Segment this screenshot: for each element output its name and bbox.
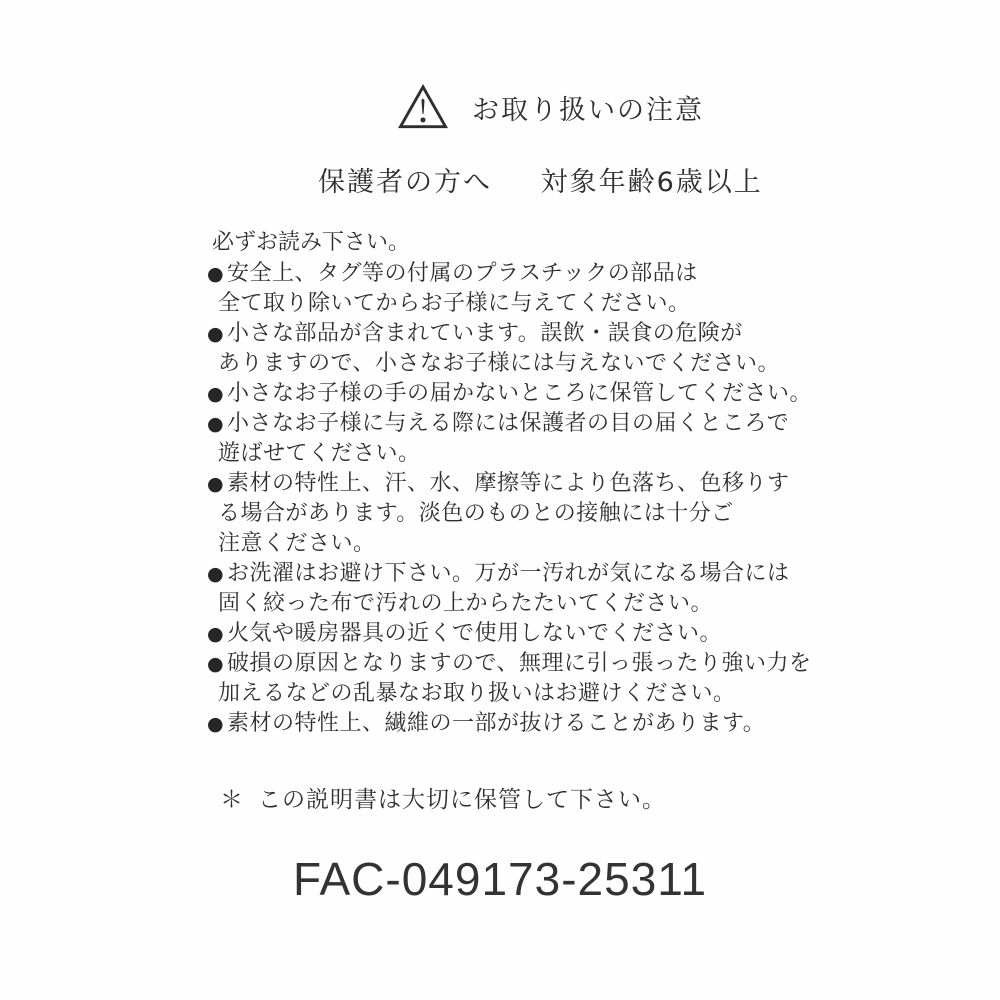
keep-note-text: この説明書は大切に保管して下さい。 (258, 787, 666, 813)
intro-line: 必ずお読み下さい。 (212, 230, 411, 255)
notice-item-text: 小さな部品が含まれています。誤飲・誤食の危険が ありますので、小さなお子様には与えないでください。 (218, 321, 781, 376)
notice-item-text: 安全上、タグ等の付属のプラスチックの部品は 全て取り除いてからお子様に与えてください。 (218, 261, 698, 316)
notice-item-text: 破損の原因となりますので、無理に引っ張ったり強い力を 加えるなどの乱暴なお取り扱いはお避けください。 (218, 651, 812, 706)
notice-item-text: 素材の特性上、汗、水、摩擦等により色落ち、色移りす る場合があります。淡色のものとの接触には十分ご 注意ください。 (218, 471, 790, 556)
notice-list (207, 259, 847, 739)
warning-triangle-icon (398, 84, 448, 130)
warning-title: お取り扱いの注意 (472, 94, 704, 126)
notice-item (207, 619, 847, 649)
notice-item (207, 259, 847, 319)
bullet-icon: ● (207, 563, 224, 585)
warning-header (398, 84, 704, 130)
keep-note (220, 781, 666, 814)
bullet-icon: ● (207, 383, 224, 405)
audience-label: 保護者の方へ (318, 167, 492, 198)
notice-item-text: お洗濯はお避け下さい。万が一汚れが気になる場合には 固く絞った布で汚れの上からたたいてください。 (218, 561, 790, 616)
bullet-icon: ● (207, 653, 224, 675)
notice-item (207, 379, 847, 409)
notice-item (207, 469, 847, 559)
notice-item (207, 709, 847, 739)
notice-item (207, 559, 847, 619)
notice-item (207, 319, 847, 379)
target-age-label: 対象年齢6歳以上 (540, 167, 763, 198)
notice-item (207, 409, 847, 469)
notice-item-text: 小さなお子様に与える際には保護者の目の届くところで 遊ばせてください。 (218, 411, 790, 466)
asterisk-marker: ＊ (220, 787, 244, 813)
bullet-icon: ● (207, 623, 224, 645)
notice-item-text: 火気や暖房器具の近くで使用しないでください。 (227, 621, 723, 646)
notice-item-text: 素材の特性上、繊維の一部が抜けることがあります。 (227, 711, 766, 736)
notice-item (207, 649, 847, 709)
bullet-icon: ● (207, 323, 224, 345)
notice-item-text: 小さなお子様の手の届かないところに保管してください。 (227, 381, 813, 406)
bullet-icon: ● (207, 413, 224, 435)
subtitle-row (318, 160, 763, 199)
product-code: FAC-049173-25311 (292, 853, 708, 905)
bullet-icon: ● (207, 473, 224, 495)
bullet-icon: ● (207, 263, 224, 285)
bullet-icon: ● (207, 713, 224, 735)
